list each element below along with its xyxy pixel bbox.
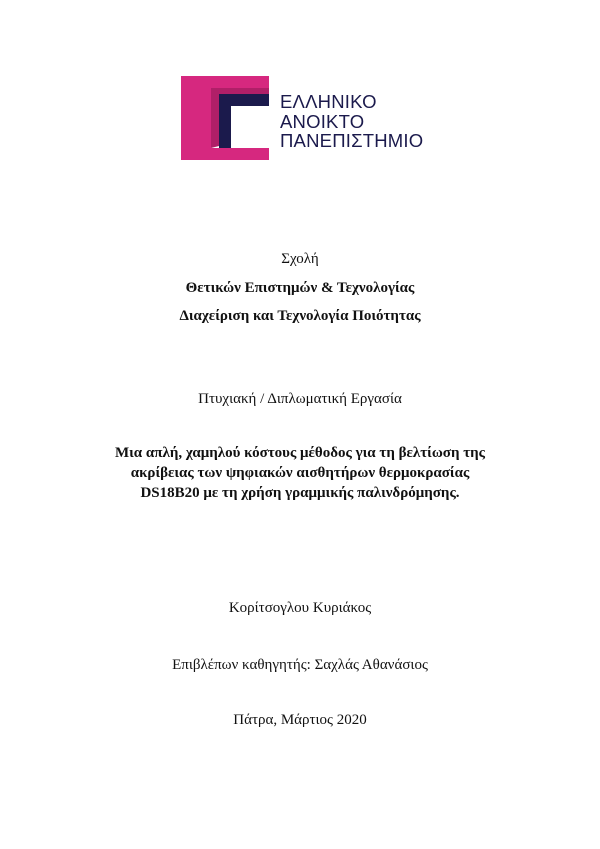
thesis-title [0,443,600,503]
program-name: Διαχείριση και Τεχνολογία Ποιότητας [179,308,421,324]
thesis-title-line-1: Μια απλή, χαμηλού κόστους μέθοδος για τη βελτίωση της [114,445,485,461]
logo-line-2: ΑΝΟΙΚΤΟ [280,110,365,132]
thesis-title-line-3: DS18B20 με τη χρήση γραμμικής παλινδρόμησης. [140,485,460,501]
logo-line-1: ΕΛΛΗΝΙΚΟ [280,91,377,112]
logo-wordmark [280,92,423,151]
university-logo [181,76,431,160]
logo-mark-icon [181,76,271,160]
supervisor: Επιβλέπων καθηγητής: Σαχλάς Αθανάσιος [172,657,428,673]
school-label: Σχολή [281,251,319,267]
school-name: Θετικών Επιστημών & Τεχνολογίας [185,280,415,296]
logo-line-3: ΠΑΝΕΠΙΣΤΗΜΙΟ [280,130,424,151]
place-date: Πάτρα, Μάρτιος 2020 [233,712,367,728]
author-name: Κορίτσογλου Κυριάκος [228,600,372,616]
thesis-title-line-2: ακρίβειας των ψηφιακών αισθητήρων θερμοκρασίας [130,465,470,481]
thesis-type: Πτυχιακή / Διπλωματική Εργασία [198,391,402,407]
